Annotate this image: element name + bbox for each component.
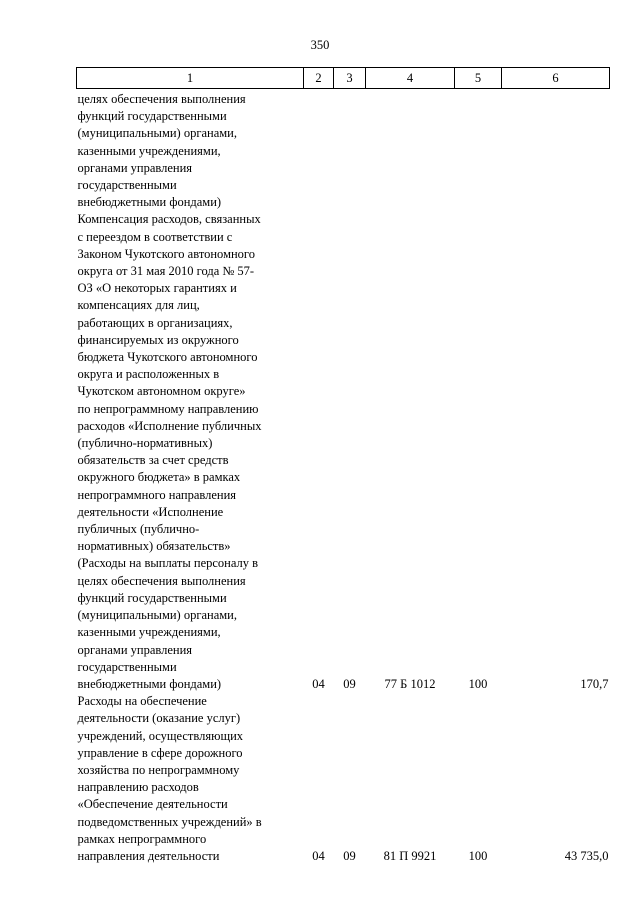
description-line: (Расходы на выплаты персоналу в [77,556,259,571]
column-header-4: 4 [366,68,455,89]
description-line: государственными [77,659,177,674]
description-line: учреждений, осуществляющих [77,728,244,743]
description-line: бюджета Чукотского автономного [77,350,258,365]
target-code: 77 Б 1012 [384,676,436,691]
description-line: органами управления [77,642,193,657]
description-line: нормативных) обязательств» [77,539,231,554]
amount-value: 43 735,0 [564,848,609,863]
description-line: (муниципальными) органами, [77,608,237,623]
description-line: деятельности (оказание услуг) [77,711,241,726]
column-header-6: 6 [502,68,610,89]
subsection-code: 09 [343,848,356,863]
description-line: Компенсация расходов, связанных [77,212,261,227]
description-line: деятельности «Исполнение [77,504,224,519]
description-line: управление в сфере дорожного [77,745,243,760]
subsection-code [334,89,366,212]
column-header-1: 1 [77,68,304,89]
expense-type-code [455,89,502,212]
description-line: Чукотском автономном округе» [77,384,246,399]
column-header-2: 2 [304,68,334,89]
table-row [77,89,610,212]
target-code [366,89,455,212]
expense-type-code: 100 [468,848,488,863]
amount-value [502,89,610,212]
description-line: органами управления [77,160,193,175]
description-line: целях обеспечения выполнения [77,573,246,588]
column-header-3: 3 [334,68,366,89]
page-number: 350 [310,38,330,52]
description-line: государственными [77,178,177,193]
description-line: ОЗ «О некоторых гарантиях и [77,281,237,296]
description-line: направлению расходов [77,780,199,795]
row-description [77,89,304,212]
description-line: целях обеспечения выполнения [77,92,246,106]
table-row [77,211,610,693]
description-line: с переездом в соответствии с [77,229,233,244]
description-line: (муниципальными) органами, [77,126,237,141]
description-line: функций государственными [77,590,227,605]
description-line: непрограммного направления [77,487,237,502]
table-row [77,693,610,865]
description-line: направления деятельности [77,848,220,863]
description-line: округа от 31 мая 2010 года № 57- [77,264,255,279]
description-line: компенсациях для лиц, [77,298,200,313]
row-description [77,693,304,865]
section-code: 04 [312,848,325,863]
description-line: внебюджетными фондами) [77,195,222,210]
description-line: обязательств за счет средств [77,453,229,468]
description-line: рамках непрограммного [77,831,207,846]
description-line: публичных (публично- [77,522,200,537]
section-code: 04 [312,676,325,691]
description-line: окружного бюджета» в рамках [77,470,241,485]
column-number-header [77,68,610,89]
description-line: функций государственными [77,109,227,124]
description-line: хозяйства по непрограммному [77,762,240,777]
description-line: Расходы на обеспечение [77,694,207,709]
description-line: (публично-нормативных) [77,436,213,451]
expense-type-code: 100 [468,676,488,691]
description-line: по непрограммному направлению [77,401,259,416]
description-line: подведомственных учреждений» в [77,814,262,829]
description-line: внебюджетными фондами) [77,676,222,691]
budget-table [76,67,610,865]
description-line: расходов «Исполнение публичных [77,418,262,433]
section-code [304,89,334,212]
description-line: казенными учреждениями, [77,143,221,158]
amount-value: 170,7 [580,676,609,691]
description-line: работающих в организациях, [77,315,233,330]
description-line: Законом Чукотского автономного [77,246,255,261]
column-header-5: 5 [455,68,502,89]
description-line: «Обеспечение деятельности [77,797,228,812]
description-line: финансируемых из окружного [77,332,239,347]
target-code: 81 П 9921 [383,848,437,863]
row-description [77,211,304,693]
subsection-code: 09 [343,676,356,691]
description-line: казенными учреждениями, [77,625,221,640]
description-line: округа и расположенных в [77,367,220,382]
